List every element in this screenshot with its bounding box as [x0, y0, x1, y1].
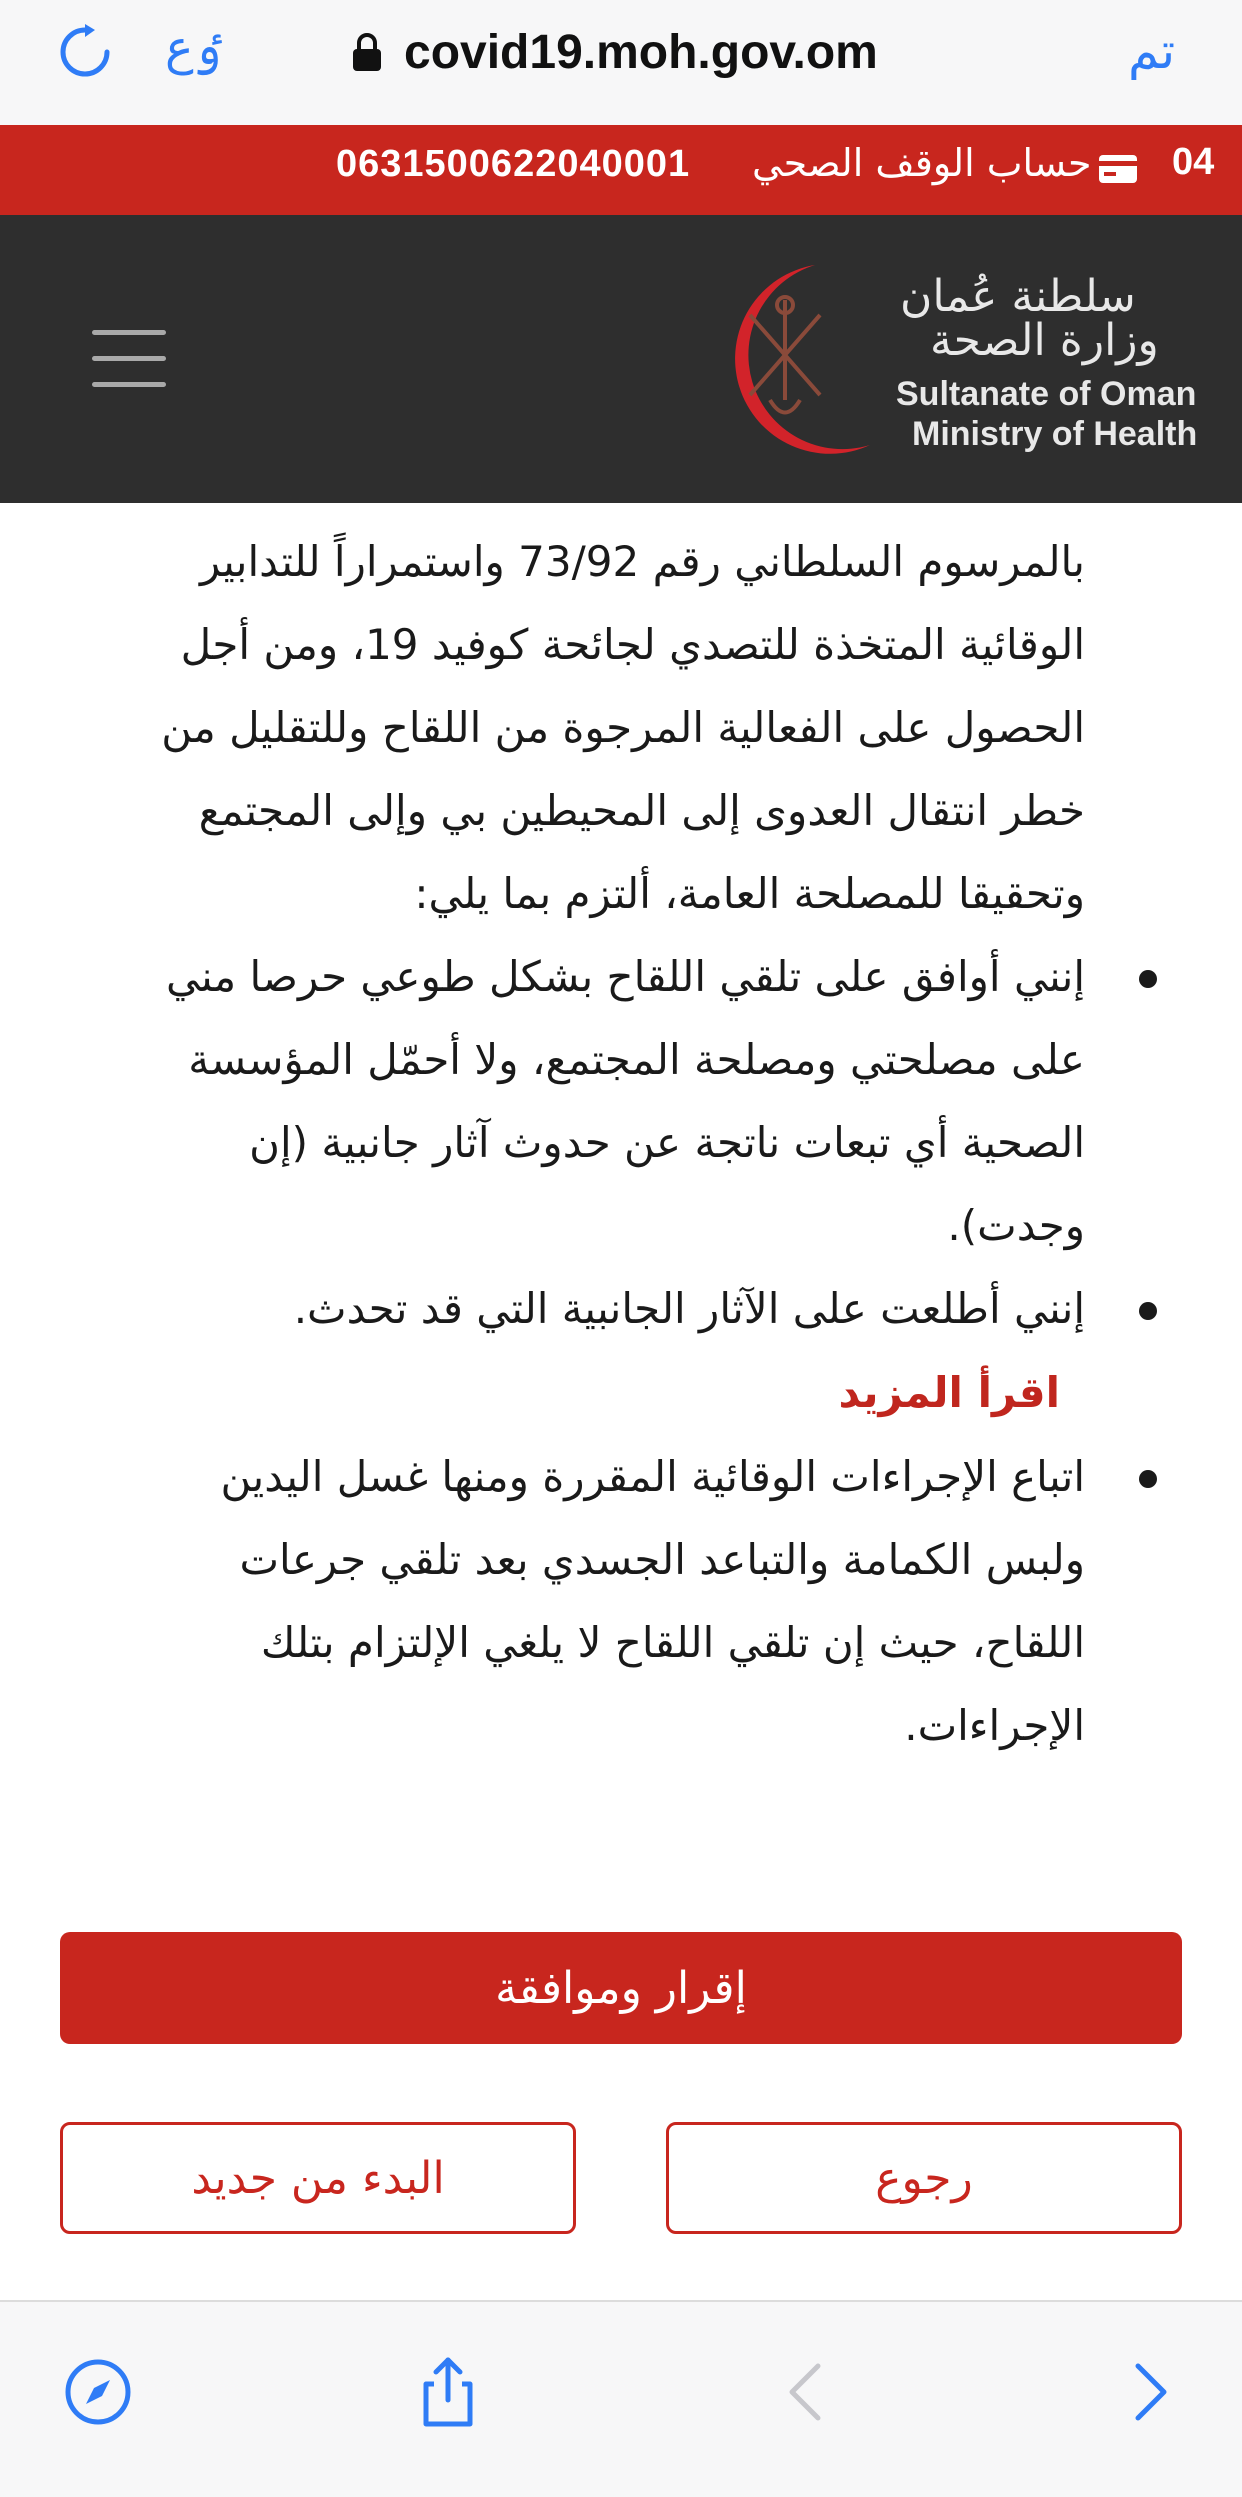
bullet-icon: [1139, 1470, 1157, 1488]
consent-item: [150, 935, 1085, 1267]
site-header: [0, 215, 1242, 503]
consent-item: [150, 1267, 1085, 1435]
consent-intro: بالمرسوم السلطاني رقم 73/92 واستمراراً للتدابير الوقائية المتخذة للتصدي لجائحة كوفيد 19، ومن أجل الحصول على الفعالية المرجوة من اللقاح وللتقليل من خطر انتقال العدوى إلى المحيطين بي وإلى المجتمع وتحقيقا للمصلحة العامة، ألتزم بما يلي:: [161, 537, 1085, 918]
reload-icon[interactable]: [55, 22, 115, 82]
logo-arabic-line2: وزارة الصحة: [930, 315, 1159, 366]
logo-arabic-line1: سلطنة عُمان: [900, 271, 1136, 322]
bullet-icon: [1139, 970, 1157, 988]
forward-arrow-icon[interactable]: [1108, 2352, 1188, 2432]
compass-icon[interactable]: [58, 2352, 138, 2432]
consent-item: [150, 1435, 1085, 1767]
bullet-icon: [1139, 1302, 1157, 1320]
passport-count: 04: [1172, 141, 1215, 183]
card-icon: [1098, 154, 1138, 184]
back-arrow-icon[interactable]: [768, 2352, 848, 2432]
browser-toolbar: [0, 2300, 1242, 2497]
consent-text: [150, 520, 1085, 1767]
done-button[interactable]: تم: [1128, 22, 1176, 80]
logo-english-line1: Sultanate of Oman: [896, 375, 1197, 413]
hamburger-menu-icon[interactable]: [92, 330, 166, 390]
consent-item-text: إنني أوافق على تلقي اللقاح بشكل طوعي حرصا مني على مصلحتي ومصلحة المجتمع، ولا أحمّل المؤسسة الصحية أي تبعات ناتجة عن حدوث آثار جانبية (إن وجدت).: [165, 952, 1085, 1250]
passport-number: 0631500622040001: [336, 143, 691, 185]
url-field[interactable]: [350, 22, 878, 82]
lock-icon: [350, 32, 384, 72]
url-text: covid19.moh.gov.om: [404, 25, 878, 79]
passport-label: حساب الوقف الصحي: [752, 141, 1092, 185]
browser-address-bar: [0, 0, 1242, 125]
back-button[interactable]: رجوع: [666, 2122, 1182, 2234]
consent-list: [150, 935, 1085, 1767]
consent-item-text: إنني أطلعت على الآثار الجانبية التي قد تحدث.: [293, 1284, 1085, 1333]
health-passport-strip[interactable]: [0, 125, 1242, 215]
consent-item-text: اتباع الإجراءات الوقائية المقررة ومنها غسل اليدين ولبس الكمامة والتباعد الجسدي بعد تلقي جرعات اللقاح، حيث إن تلقي اللقاح لا يلغي الإلتزام بتلك الإجراءات.: [220, 1452, 1085, 1750]
read-more-link[interactable]: اقرأ المزيد: [838, 1368, 1060, 1417]
reader-mode-button[interactable]: ٶع: [165, 20, 222, 76]
agree-button[interactable]: إقرار وموافقة: [60, 1932, 1182, 2044]
moh-emblem-logo: [685, 260, 915, 460]
share-icon[interactable]: [408, 2352, 488, 2432]
logo-english-line2: Ministry of Health: [912, 415, 1198, 453]
restart-button[interactable]: البدء من جديد: [60, 2122, 576, 2234]
